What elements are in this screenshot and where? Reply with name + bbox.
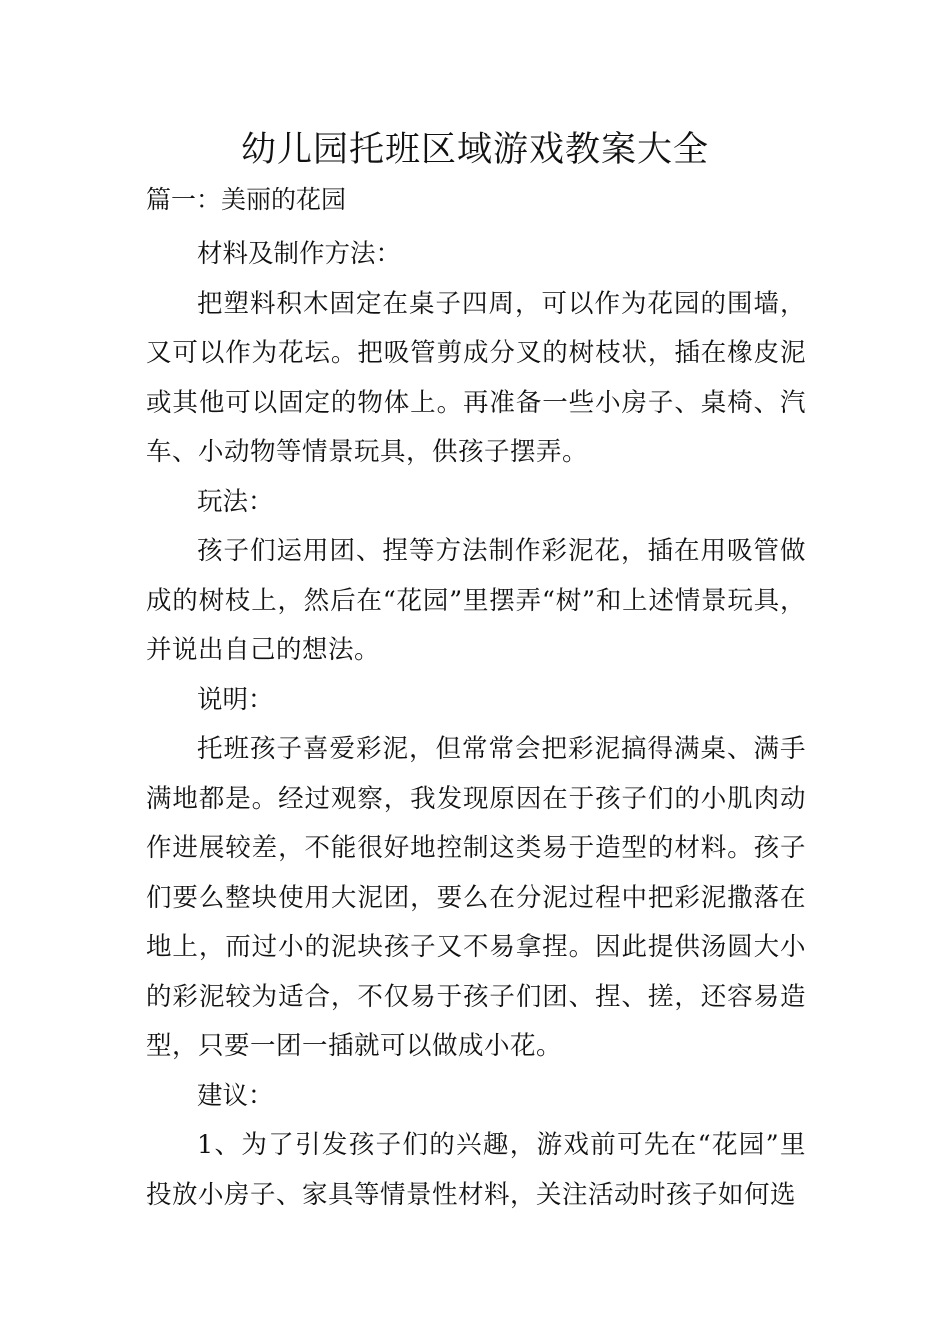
label-gameplay: 玩法： [197, 486, 274, 517]
label-explanation: 说明： [197, 684, 274, 715]
paragraph-suggestion-1: 1、为了引发孩子们的兴趣，游戏前可先在“花园”里投放小房子、家具等情景性材料，关注活动时孩子如何选 [146, 1130, 806, 1210]
section-heading: 篇一：美丽的花园 [146, 185, 347, 214]
paragraph-materials: 把塑料积木固定在桌子四周，可以作为花园的围墙，又可以作为花坛。把吸管剪成分叉的树枝状，插在橡皮泥或其他可以固定的物体上。再准备一些小房子、桌椅、汽车、小动物等情景玩具，供孩子摆弄。 [146, 288, 806, 467]
document-title: 幼儿园托班区域游戏教案大全 [240, 130, 709, 170]
label-suggestions: 建议： [197, 1080, 274, 1111]
label-materials: 材料及制作方法： [197, 239, 402, 269]
paragraph-gameplay: 孩子们运用团、捏等方法制作彩泥花，插在用吸管做成的树枝上，然后在“花园”里摆弄“树”和上述情景玩具，并说出自己的想法。 [146, 536, 806, 665]
paragraph-explanation: 托班孩子喜爱彩泥，但常常会把彩泥搞得满桌、满手满地都是。经过观察，我发现原因在于孩子们的小肌肉动作进展较差，不能很好地控制这类易于造型的材料。孩子们要么整块使用大泥团，要么在分泥过程中把彩泥撒落在地上，而过小的泥块孩子又不易拿捏。因此提供汤圆大小的彩泥较为适合，不仅易于孩子们团、捏、搓，还容易造型，只要一团一插就可以做成小花。 [146, 734, 806, 1061]
document-body [146, 230, 806, 1220]
